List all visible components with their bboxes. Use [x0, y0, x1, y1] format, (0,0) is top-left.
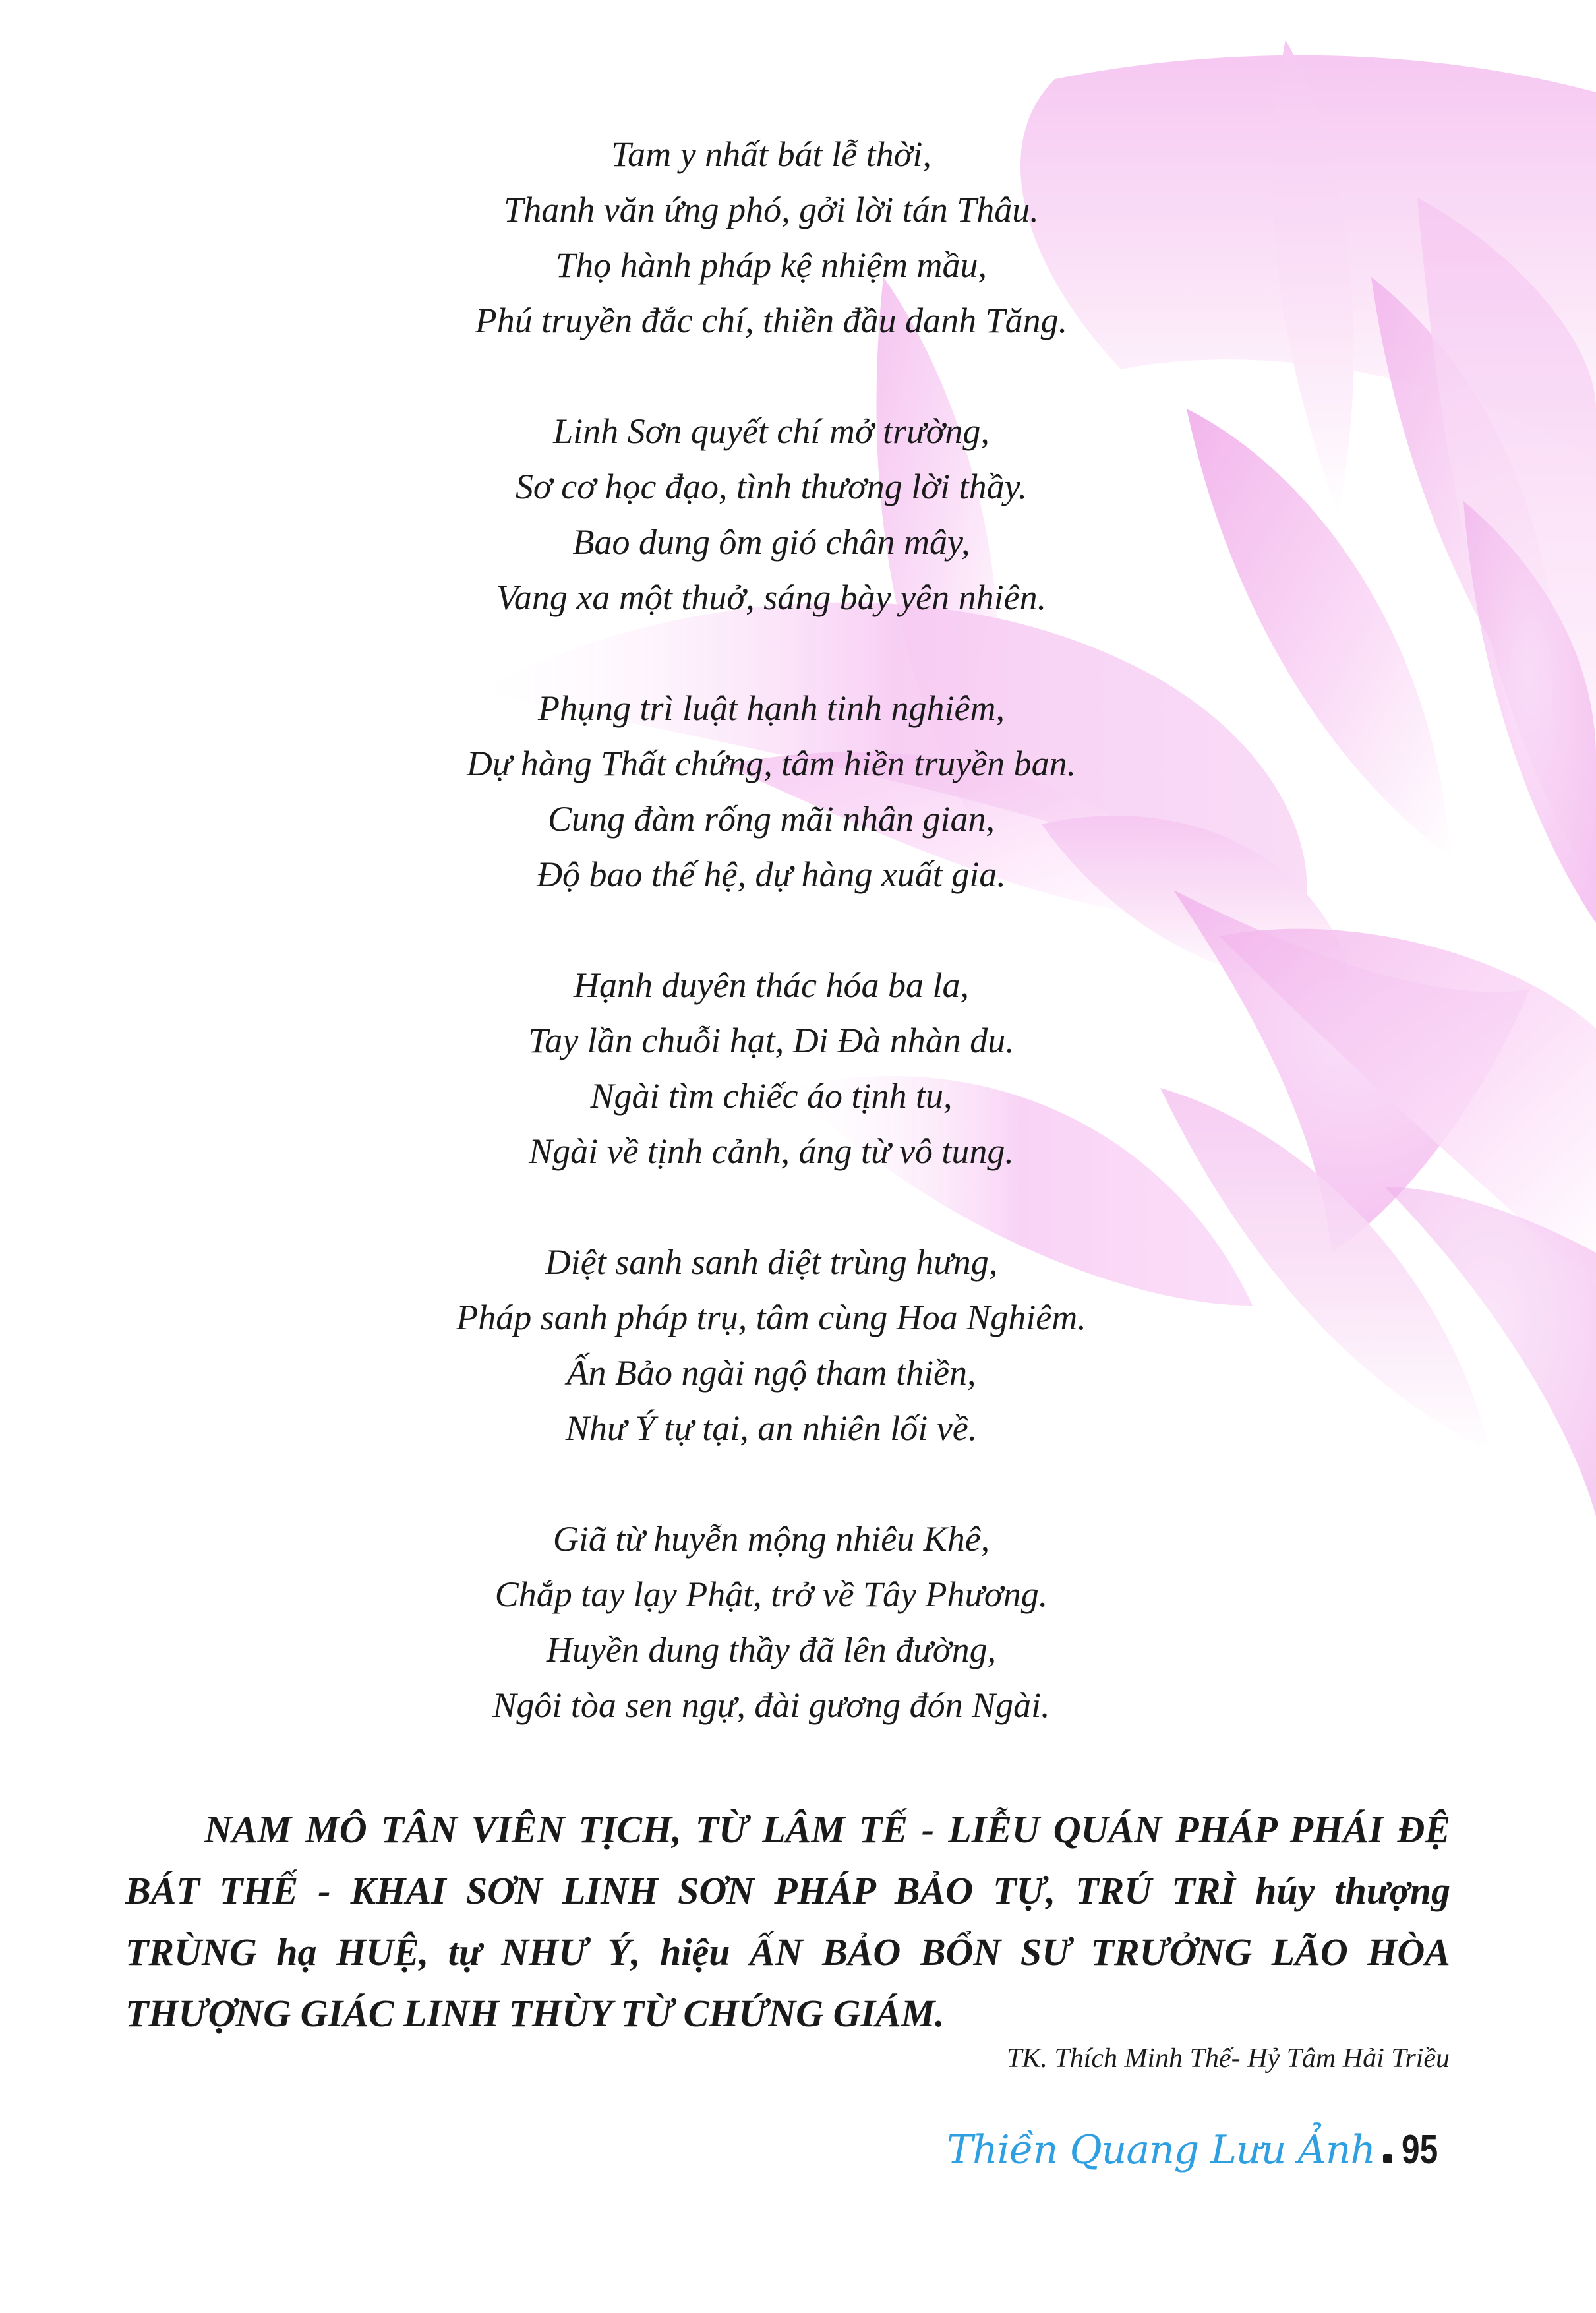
- poem-line: Vang xa một thuở, sáng bày yên nhiên.: [496, 578, 1047, 617]
- poem-line: Thanh văn ứng phó, gởi lời tán Thâu.: [504, 190, 1039, 229]
- poem-line: Sơ cơ học đạo, tình thương lời thầy.: [515, 467, 1028, 506]
- stanza: [0, 404, 1543, 625]
- stanza: [0, 957, 1543, 1179]
- poem-line: Phụng trì luật hạnh tinh nghiêm,: [538, 688, 1005, 728]
- poem-line: Linh Sơn quyết chí mở trường,: [553, 411, 990, 451]
- author-signature: TK. Thích Minh Thế- Hỷ Tâm Hải Triều: [1006, 2043, 1450, 2074]
- poem-line: Ấn Bảo ngài ngộ tham thiền,: [566, 1353, 976, 1393]
- poem-line: Chắp tay lạy Phật, trở về Tây Phương.: [494, 1575, 1048, 1614]
- poem-line: Phú truyền đắc chí, thiền đầu danh Tăng.: [475, 301, 1068, 340]
- separator-dot: [1383, 2154, 1392, 2163]
- stanza: [0, 127, 1543, 348]
- poem: [0, 127, 1543, 1733]
- poem-line: Như Ý tự tại, an nhiên lối về.: [565, 1408, 978, 1448]
- poem-line: Huyền dung thầy đã lên đường,: [546, 1630, 997, 1669]
- poem-line: Diệt sanh sanh diệt trùng hưng,: [545, 1242, 998, 1282]
- poem-line: Ngài tìm chiếc áo tịnh tu,: [590, 1076, 953, 1116]
- poem-line: Ngài về tịnh cảnh, áng từ vô tung.: [529, 1131, 1014, 1171]
- poem-line: Hạnh duyên thác hóa ba la,: [574, 965, 969, 1005]
- poem-line: Cung đàm rống mãi nhân gian,: [547, 799, 995, 839]
- stanza: [0, 1511, 1543, 1733]
- stanza: [0, 680, 1543, 902]
- poem-line: Dự hàng Thất chứng, tâm hiền truyền ban.: [466, 744, 1077, 783]
- poem-line: Bao dung ôm gió chân mây,: [572, 522, 970, 562]
- page-footer: [947, 2126, 1447, 2173]
- invocation-paragraph: NAM MÔ TÂN VIÊN TỊCH, TỪ LÂM TẾ - LIỄU QUÁN PHÁP PHÁI ĐỆ BÁT THẾ - KHAI SƠN LINH SƠN PHÁP BẢO TỰ, TRÚ TRÌ húy thượng TRÙNG hạ HUỆ, tự NHƯ Ý, hiệu ẤN BẢO BỔN SƯ TRƯỞNG LÃO HÒA THƯỢNG GIÁC LINH THÙY TỪ CHỨNG GIÁM.: [125, 1808, 1450, 2035]
- stanza: [0, 1234, 1543, 1456]
- poem-line: Tay lần chuỗi hạt, Di Đà nhàn du.: [528, 1021, 1015, 1060]
- poem-line: Độ bao thế hệ, dự hàng xuất gia.: [537, 855, 1006, 894]
- publication-title: Thiền Quang Lưu Ảnh: [947, 2127, 1376, 2173]
- poem-line: Ngôi tòa sen ngự, đài gương đón Ngài.: [492, 1685, 1050, 1725]
- poem-line: Thọ hành pháp kệ nhiệm mầu,: [556, 245, 987, 285]
- poem-line: Pháp sanh pháp trụ, tâm cùng Hoa Nghiêm.: [456, 1298, 1086, 1337]
- poem-line: Giã từ huyễn mộng nhiêu Khê,: [552, 1519, 990, 1559]
- poem-line: Tam y nhất bát lễ thời,: [611, 135, 931, 174]
- page-number: 95: [1402, 2127, 1438, 2173]
